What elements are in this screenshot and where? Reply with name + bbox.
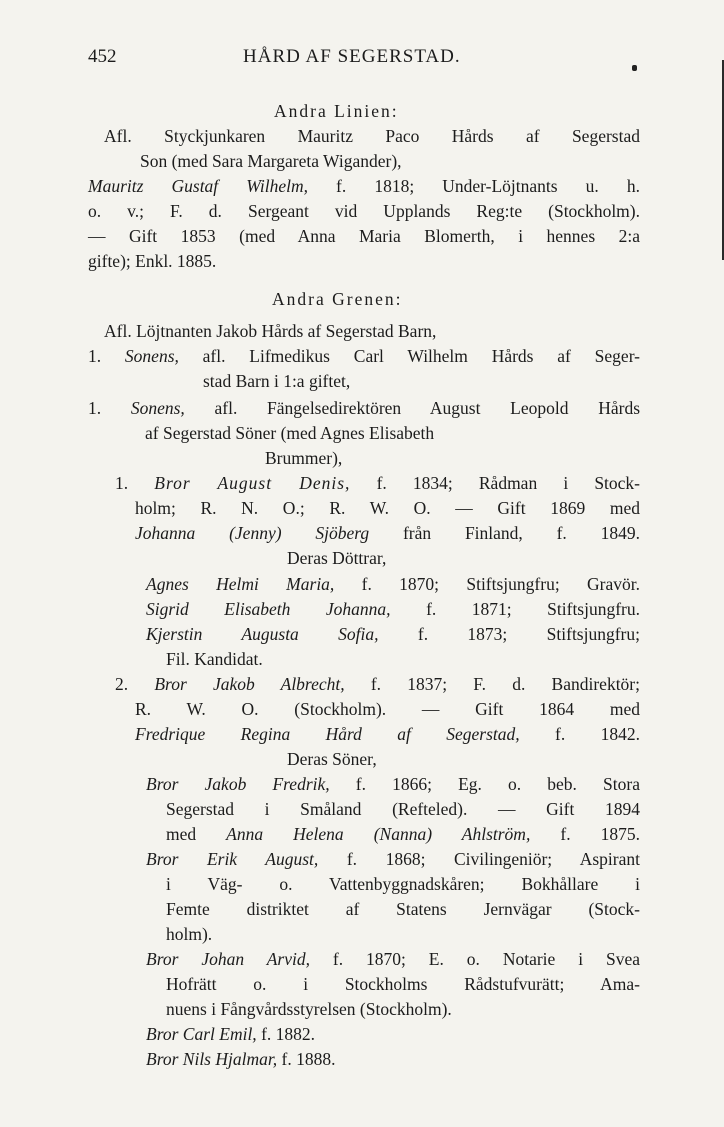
text-line: af Segerstad Söner (med Agnes Elisabeth xyxy=(145,423,435,443)
text-line: Bror Carl Emil, f. 1882. xyxy=(146,1024,316,1044)
text-line: R. W. O. (Stockholm). — Gift 1864 med xyxy=(135,699,640,719)
text-line: Deras Döttrar, xyxy=(287,548,387,568)
text-line: Agnes Helmi Maria, f. 1870; Stiftsjungfru; Gravör. xyxy=(146,574,640,594)
person-name: Bror Johan Arvid, xyxy=(146,949,310,969)
text-line: holm; R. N. O.; R. W. O. — Gift 1869 med xyxy=(135,498,640,518)
text-line: holm). xyxy=(166,924,213,944)
text-line: Hofrätt o. i Stockholms Rådstufvurätt; Ama- xyxy=(166,974,640,994)
person-name: Sigrid Elisabeth Johanna, xyxy=(146,599,391,619)
text-line: — Gift 1853 (med Anna Maria Blomerth, i hennes 2:a xyxy=(88,226,640,246)
text-line: Afl. Styckjunkaren Mauritz Paco Hårds af Segerstad xyxy=(104,126,640,146)
text-line: Brummer), xyxy=(265,448,343,468)
person-name: Bror Nils Hjalmar, xyxy=(146,1049,278,1069)
text-line: 1. Sonens, afl. Fängelsedirektören August Leopold Hårds xyxy=(88,398,640,418)
text-line: nuens i Fångvårdsstyrelsen (Stockholm). xyxy=(166,999,452,1019)
section-heading-andra-linien: Andra Linien: xyxy=(274,101,399,121)
text-line: i Väg- o. Vattenbyggnadskåren; Bokhållare i xyxy=(166,874,640,894)
text-line: stad Barn i 1:a giftet, xyxy=(203,371,351,391)
text-line: Bror Johan Arvid, f. 1870; E. o. Notarie i Svea xyxy=(146,949,641,969)
person-name: Anna Helena (Nanna) Ahlström, xyxy=(226,824,531,844)
text-line: 1. Bror August Denis, f. 1834; Rådman i Stock- xyxy=(115,473,641,493)
person-name: Johanna (Jenny) Sjöberg xyxy=(135,523,370,543)
text-line: 2. Bror Jakob Albrecht, f. 1837; F. d. Bandirektör; xyxy=(115,674,640,694)
text-line: Sigrid Elisabeth Johanna, f. 1871; Stiftsjungfru. xyxy=(146,599,641,619)
running-title: HÅRD AF SEGERSTAD. xyxy=(243,46,461,67)
text-line: med Anna Helena (Nanna) Ahlström, f. 1875. xyxy=(166,824,640,844)
ink-speck xyxy=(632,65,637,71)
person-name: Fredrique Regina Hård af Segerstad, xyxy=(135,724,520,744)
person-name: Mauritz Gustaf Wilhelm, xyxy=(88,176,308,196)
person-name: Sonens, xyxy=(130,398,185,418)
text-line: Segerstad i Småland (Refteled). — Gift 1894 xyxy=(166,799,640,819)
text-line: Bror Erik August, f. 1868; Civilingeniör; Aspirant xyxy=(146,849,640,869)
text-line: Femte distriktet af Statens Jernvägar (Stock- xyxy=(166,899,640,919)
text-line: Deras Söner, xyxy=(287,749,377,769)
text-line: Afl. Löjtnanten Jakob Hårds af Segerstad Barn, xyxy=(104,321,437,341)
person-name: Bror Jakob Fredrik, xyxy=(146,774,330,794)
person-name: Agnes Helmi Maria, xyxy=(146,574,335,594)
text-line: o. v.; F. d. Sergeant vid Upplands Reg:te (Stockholm). xyxy=(88,201,640,221)
text-line: Mauritz Gustaf Wilhelm, f. 1818; Under-Löjtnants u. h. xyxy=(88,176,640,196)
text-line: Son (med Sara Margareta Wigander), xyxy=(140,151,402,171)
person-name: Kjerstin Augusta Sofia, xyxy=(146,624,379,644)
section-heading-andra-grenen: Andra Grenen: xyxy=(272,289,403,309)
text-line: Bror Nils Hjalmar, f. 1888. xyxy=(146,1049,336,1069)
person-name: Bror Erik August, xyxy=(146,849,319,869)
page-number: 452 xyxy=(88,46,117,67)
text-line: Fredrique Regina Hård af Segerstad, f. 1842. xyxy=(135,724,640,744)
text-line: Johanna (Jenny) Sjöberg från Finland, f. 1849. xyxy=(135,523,640,543)
text-line: Kjerstin Augusta Sofia, f. 1873; Stiftsjungfru; xyxy=(146,624,640,644)
text-line: 1. Sonens, afl. Lifmedikus Carl Wilhelm Hårds af Seger- xyxy=(88,346,640,366)
person-name: Sonens, xyxy=(124,346,179,366)
person-name: Bror Carl Emil, xyxy=(146,1024,257,1044)
person-name: Bror Jakob Albrecht, xyxy=(154,674,345,694)
person-name: Bror August Denis, xyxy=(154,473,351,493)
text-line: gifte); Enkl. 1885. xyxy=(88,251,217,271)
text-line: Fil. Kandidat. xyxy=(166,649,263,669)
text-line: Bror Jakob Fredrik, f. 1866; Eg. o. beb. Stora xyxy=(146,774,640,794)
